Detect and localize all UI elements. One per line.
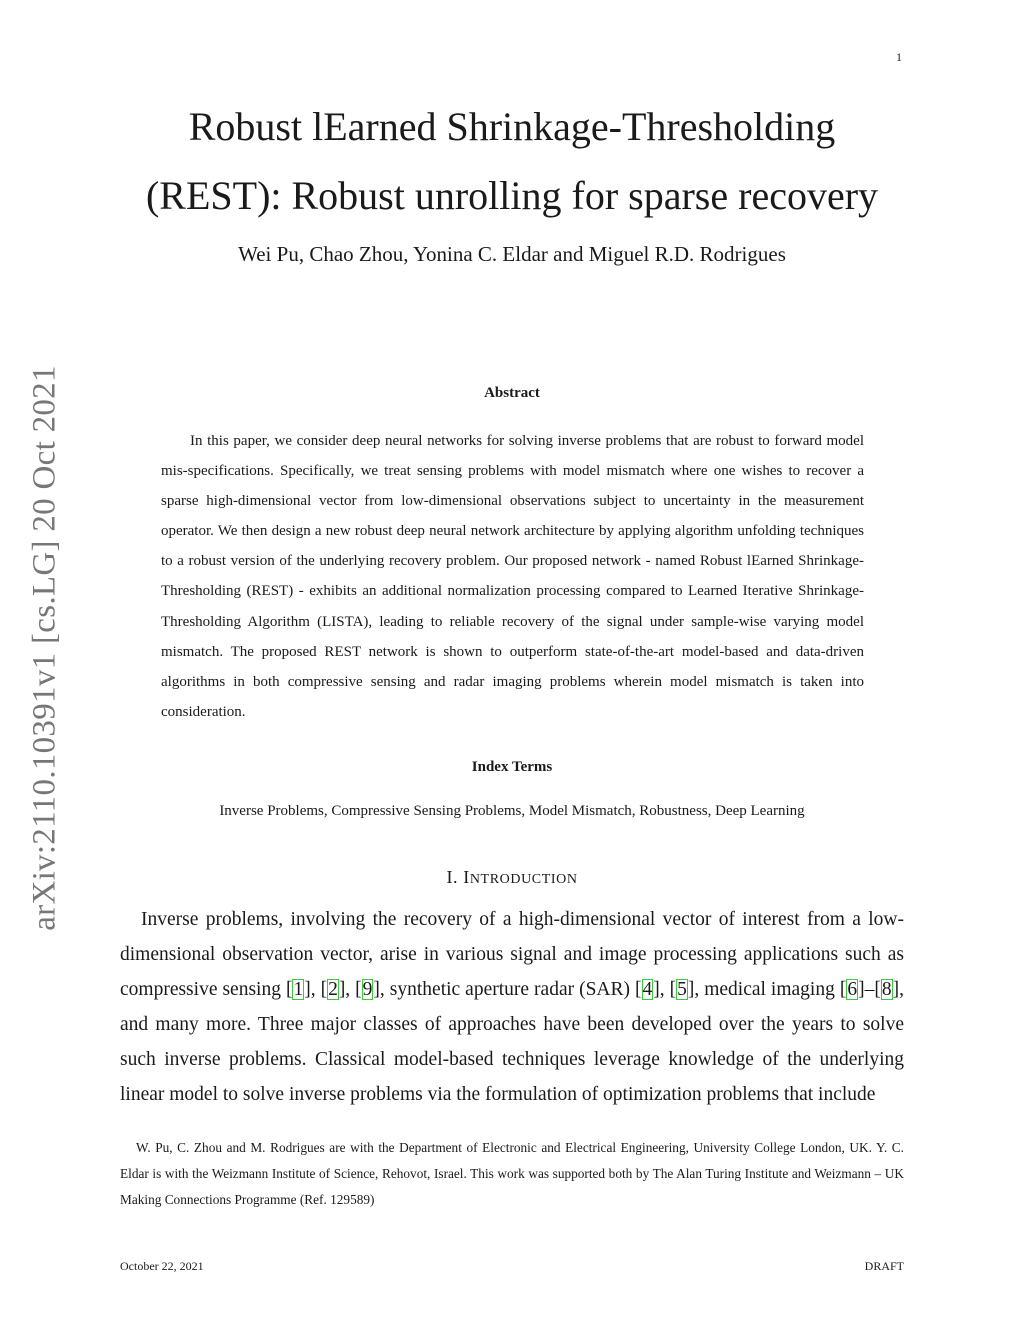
section-heading-introduction [0,867,1024,888]
intro-text: ], medical imaging [ [687,979,847,1000]
intro-text: ], and many more. Three major classes of approaches have been developed over the years to solve such inverse problems. Classical model-based techniques leverage knowledge of the underlying linear model to solve inverse problems via the formulation of optimization problems that include [120,979,904,1105]
section-heading-initial: I [463,867,470,887]
abstract-heading: Abstract [484,385,540,401]
page-number: 1 [896,50,902,64]
citation-link[interactable]: 1 [293,979,304,1000]
introduction-paragraph [120,902,904,1112]
section-heading-rest: NTRODUCTION [469,872,578,887]
citation-link[interactable]: 8 [881,979,892,1000]
footer-date: October 22, 2021 [120,1259,204,1273]
arxiv-identifier-stamp[interactable]: arXiv:2110.10391v1 [cs.LG] 20 Oct 2021 [26,365,63,931]
title-line-2: (REST): Robust unrolling for sparse recovery [145,173,879,218]
intro-text: Inverse problems, involving the recovery of a high-dimensional vector of interest from a low-dimensional observation vector, arise in various signal and image processing applications such as compressive sensing [ [120,909,904,1000]
index-terms-body: Inverse Problems, Compressive Sensing Problems, Model Mismatch, Robustness, Deep Learning [219,803,805,819]
citation-link[interactable]: 5 [677,979,687,1000]
section-numeral: I. [446,867,464,887]
intro-text: ], [ [304,979,328,1000]
citation-link[interactable]: 2 [328,979,338,1000]
intro-text: ], [ [653,979,677,1000]
title-line-1: Robust lEarned Shrinkage-Thresholding [188,104,836,149]
affiliation-footnote: W. Pu, C. Zhou and M. Rodrigues are with the Department of Electronic and Electrical Engineering, University College London, UK. Y. C. Eldar is with the Weizmann Institute of Science, Rehovot, Israel. This work was supported both by The Alan Turing Institute and Weizmann – UK Making Connections Programme (Ref. 129589) [120,1140,904,1207]
index-terms-heading: Index Terms [471,759,553,775]
citation-link[interactable]: 9 [362,979,373,1000]
citation-link[interactable]: 6 [847,979,858,1000]
intro-text: ], synthetic aperture radar (SAR) [ [373,979,642,1000]
intro-text: ]–[ [858,979,881,1000]
abstract-body: In this paper, we consider deep neural networks for solving inverse problems that are robust to forward model mis-specifications. Specifically, we treat sensing problems with model mismatch where one wishes to recover a sparse high-dimensional vector from low-dimensional observations subject to uncertainty in the measurement operator. We then design a new robust deep neural network architecture by applying algorithm unfolding techniques to a robust version of the underlying recovery problem. Our proposed network - named Robust lEarned Shrinkage-Thresholding (REST) - exhibits an additional normalization processing compared to Learned Iterative Shrinkage-Thresholding Algorithm (LISTA), leading to reliable recovery of the signal under sample-wise varying model mismatch. The proposed REST network is shown to outperform state-of-the-art model-based and data-driven algorithms in both compressive sensing and radar imaging problems wherein model mismatch is taken into consideration. [161,433,864,720]
citation-link[interactable]: 4 [642,979,653,1000]
intro-text: ], [ [338,979,362,1000]
author-list: Wei Pu, Chao Zhou, Yonina C. Eldar and Miguel R.D. Rodrigues [238,242,786,266]
paper-title [0,92,1024,230]
footer-draft-label: DRAFT [864,1259,904,1273]
